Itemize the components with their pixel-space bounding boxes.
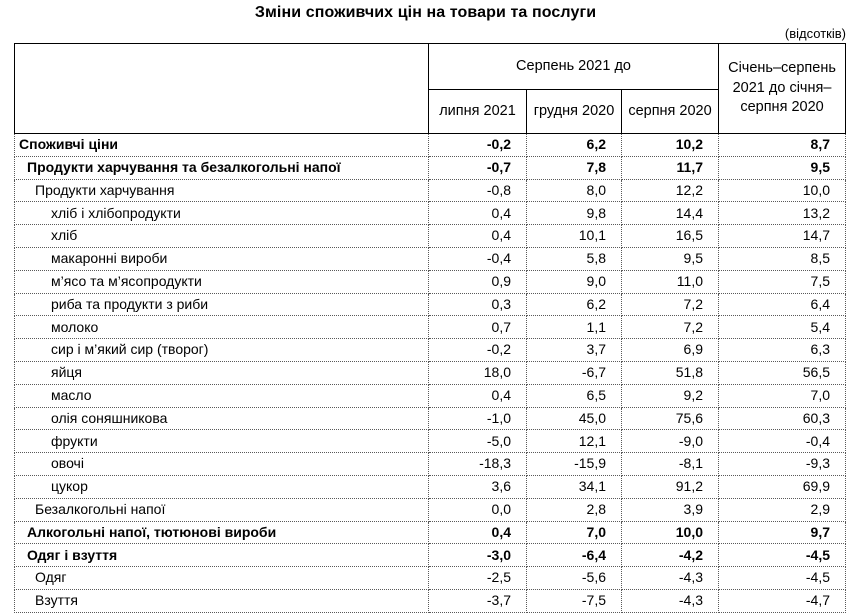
row-label: хліб	[15, 225, 429, 248]
value-cell: 9,5	[719, 156, 846, 179]
value-cell: 51,8	[622, 361, 719, 384]
value-cell: -9,0	[622, 430, 719, 453]
table-row	[15, 521, 846, 544]
value-cell: 2,9	[719, 498, 846, 521]
value-cell: 6,3	[719, 339, 846, 362]
value-cell: 14,7	[719, 225, 846, 248]
row-label: Продукти харчування та безалкогольні напої	[15, 156, 429, 179]
value-cell: 6,2	[527, 293, 622, 316]
value-cell: -18,3	[429, 453, 527, 476]
value-cell: 0,0	[429, 498, 527, 521]
table-row	[15, 339, 846, 362]
value-cell: -8,1	[622, 453, 719, 476]
value-cell: 10,2	[622, 134, 719, 157]
value-cell: 11,0	[622, 270, 719, 293]
value-cell: 9,0	[527, 270, 622, 293]
row-label: овочі	[15, 453, 429, 476]
row-label: фрукти	[15, 430, 429, 453]
value-cell: 9,7	[719, 521, 846, 544]
value-cell: 3,7	[527, 339, 622, 362]
value-cell: 6,5	[527, 384, 622, 407]
value-cell: 14,4	[622, 202, 719, 225]
header-sub-august-2020: серпня 2020	[622, 90, 719, 134]
row-label: хліб і хлібопродукти	[15, 202, 429, 225]
table-row	[15, 316, 846, 339]
table-row	[15, 567, 846, 590]
value-cell: 10,1	[527, 225, 622, 248]
row-label: Одяг і взуття	[15, 544, 429, 567]
table-row	[15, 361, 846, 384]
value-cell: -9,3	[719, 453, 846, 476]
value-cell: -2,5	[429, 567, 527, 590]
row-label: макаронні вироби	[15, 247, 429, 270]
value-cell: -4,5	[719, 567, 846, 590]
value-cell: 56,5	[719, 361, 846, 384]
row-label: молоко	[15, 316, 429, 339]
value-cell: -3,7	[429, 589, 527, 612]
row-label: яйця	[15, 361, 429, 384]
row-label: м’ясо та м’ясопродукти	[15, 270, 429, 293]
value-cell: 7,5	[719, 270, 846, 293]
value-cell: -7,5	[527, 589, 622, 612]
value-cell: 60,3	[719, 407, 846, 430]
value-cell: -5,0	[429, 430, 527, 453]
page-title: Зміни споживчих цін на товари та послуги	[254, 4, 597, 21]
value-cell: 7,2	[622, 293, 719, 316]
value-cell: 69,9	[719, 475, 846, 498]
value-cell: -0,2	[429, 339, 527, 362]
value-cell: 0,4	[429, 225, 527, 248]
value-cell: 9,8	[527, 202, 622, 225]
value-cell: 6,2	[527, 134, 622, 157]
value-cell: 91,2	[622, 475, 719, 498]
value-cell: -0,4	[429, 247, 527, 270]
value-cell: -0,8	[429, 179, 527, 202]
value-cell: -1,0	[429, 407, 527, 430]
row-label: сир і м’який сир (творог)	[15, 339, 429, 362]
table-row	[15, 247, 846, 270]
table-row	[15, 544, 846, 567]
table-header	[15, 44, 846, 134]
consumer-prices-table	[14, 43, 846, 613]
value-cell: -0,2	[429, 134, 527, 157]
value-cell: 7,0	[719, 384, 846, 407]
value-cell: 3,9	[622, 498, 719, 521]
table-row	[15, 179, 846, 202]
table-row	[15, 384, 846, 407]
row-label: риба та продукти з риби	[15, 293, 429, 316]
table-row	[15, 270, 846, 293]
value-cell: 8,5	[719, 247, 846, 270]
value-cell: 10,0	[719, 179, 846, 202]
value-cell: 6,4	[719, 293, 846, 316]
row-label: Одяг	[15, 567, 429, 590]
table-row	[15, 202, 846, 225]
value-cell: 18,0	[429, 361, 527, 384]
value-cell: -4,5	[719, 544, 846, 567]
value-cell: 0,4	[429, 384, 527, 407]
corner-cell	[15, 44, 429, 134]
table-row	[15, 134, 846, 157]
table-row	[15, 475, 846, 498]
value-cell: -15,9	[527, 453, 622, 476]
value-cell: 5,8	[527, 247, 622, 270]
row-label: цукор	[15, 475, 429, 498]
value-cell: 16,5	[622, 225, 719, 248]
value-cell: 8,7	[719, 134, 846, 157]
value-cell: 45,0	[527, 407, 622, 430]
value-cell: 0,4	[429, 521, 527, 544]
table-row	[15, 453, 846, 476]
value-cell: 0,7	[429, 316, 527, 339]
value-cell: 2,8	[527, 498, 622, 521]
value-cell: -5,6	[527, 567, 622, 590]
table-row	[15, 293, 846, 316]
value-cell: 3,6	[429, 475, 527, 498]
value-cell: -4,2	[622, 544, 719, 567]
value-cell: -6,7	[527, 361, 622, 384]
table-row	[15, 430, 846, 453]
value-cell: 7,0	[527, 521, 622, 544]
value-cell: 0,4	[429, 202, 527, 225]
table-body	[15, 134, 846, 613]
table-row	[15, 407, 846, 430]
value-cell: -6,4	[527, 544, 622, 567]
value-cell: 0,9	[429, 270, 527, 293]
row-label: Безалкогольні напої	[15, 498, 429, 521]
value-cell: 1,1	[527, 316, 622, 339]
row-label: Споживчі ціни	[15, 134, 429, 157]
header-sub-july-2021: липня 2021	[429, 90, 527, 134]
value-cell: 12,2	[622, 179, 719, 202]
header-group-august-2021: Серпень 2021 до	[429, 44, 719, 90]
value-cell: 9,5	[622, 247, 719, 270]
value-cell: -0,4	[719, 430, 846, 453]
value-cell: 75,6	[622, 407, 719, 430]
row-label: Взуття	[15, 589, 429, 612]
table-row	[15, 156, 846, 179]
value-cell: 34,1	[527, 475, 622, 498]
value-cell: 12,1	[527, 430, 622, 453]
value-cell: 0,3	[429, 293, 527, 316]
value-cell: 6,9	[622, 339, 719, 362]
header-cumulative-period: Січень–серпень 2021 до січня–серпня 2020	[719, 44, 846, 134]
row-label: Продукти харчування	[15, 179, 429, 202]
row-label: Алкогольні напої, тютюнові вироби	[15, 521, 429, 544]
value-cell: -4,3	[622, 567, 719, 590]
value-cell: 10,0	[622, 521, 719, 544]
value-cell: -4,7	[719, 589, 846, 612]
value-cell: 11,7	[622, 156, 719, 179]
value-cell: -4,3	[622, 589, 719, 612]
table-row	[15, 589, 846, 612]
row-label: масло	[15, 384, 429, 407]
value-cell: -3,0	[429, 544, 527, 567]
table-row	[15, 498, 846, 521]
value-cell: 7,8	[527, 156, 622, 179]
value-cell: 7,2	[622, 316, 719, 339]
value-cell: -0,7	[429, 156, 527, 179]
header-sub-december-2020: грудня 2020	[527, 90, 622, 134]
table-row	[15, 225, 846, 248]
unit-note: (відсотків)	[784, 26, 846, 41]
value-cell: 13,2	[719, 202, 846, 225]
value-cell: 5,4	[719, 316, 846, 339]
row-label: олія соняшникова	[15, 407, 429, 430]
value-cell: 8,0	[527, 179, 622, 202]
value-cell: 9,2	[622, 384, 719, 407]
